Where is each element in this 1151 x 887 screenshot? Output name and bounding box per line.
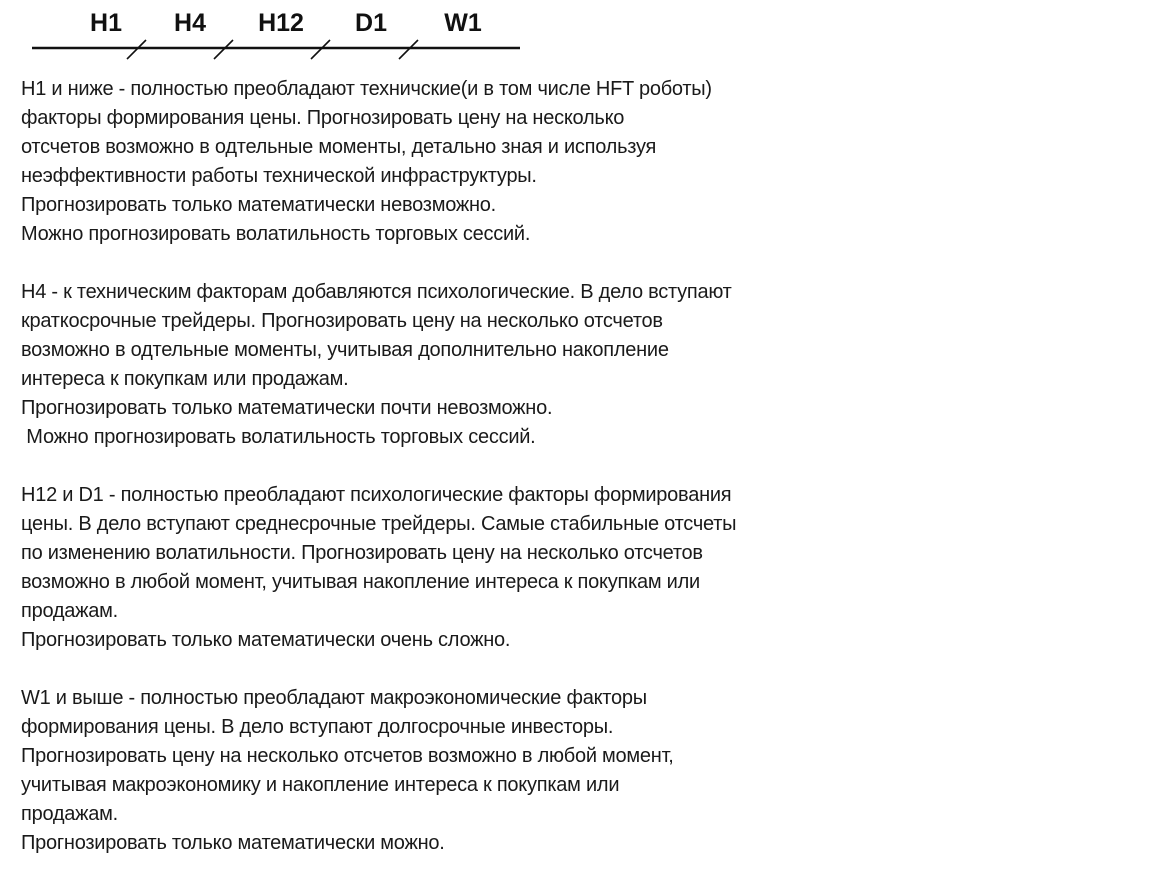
text-line: краткосрочные трейдеры. Прогнозировать цену на несколько отсчетов (21, 310, 663, 332)
text-line: Прогнозировать только математически невозможно. (21, 194, 496, 216)
separator-tick-h1-h4 (127, 40, 146, 59)
timeframe-label-h12: H12 (258, 9, 304, 37)
description-text (21, 75, 781, 887)
separator-tick-h4-h12 (214, 40, 233, 59)
paragraph-h1 (21, 75, 781, 249)
text-line: формирования цены. В дело вступают долгосрочные инвесторы. (21, 716, 614, 738)
text-line: H4 - к техническим факторам добавляются психологические. В дело вступают (21, 281, 732, 303)
text-line: продажам. (21, 803, 118, 825)
text-line: факторы формирования цены. Прогнозировать цену на несколько (21, 107, 625, 129)
timeframe-label-w1: W1 (444, 9, 482, 37)
text-line: неэффективности работы технической инфраструктуры. (21, 165, 537, 187)
paragraph-h4 (21, 278, 781, 452)
text-line: продажам. (21, 600, 118, 622)
paragraph-h12-d1 (21, 481, 781, 655)
text-line: возможно в любой момент, учитывая накопление интереса к покупкам или (21, 571, 700, 593)
text-line: W1 и выше - полностью преобладают макроэкономические факторы (21, 687, 647, 709)
timeframe-label-h1: H1 (90, 9, 122, 37)
text-line: H1 и ниже - полностью преобладают техничские(и в том числе HFT роботы) (21, 78, 712, 100)
text-line: возможно в одтельные моменты, учитывая дополнительно накопление (21, 339, 669, 361)
text-line: H12 и D1 - полностью преобладают психологические факторы формирования (21, 484, 732, 506)
separator-tick-h12-d1 (311, 40, 330, 59)
paragraph-w1 (21, 684, 781, 858)
text-line: цены. В дело вступают среднесрочные трейдеры. Самые стабильные отсчеты (21, 513, 737, 535)
text-line: учитывая макроэкономику и накопление интереса к покупкам или (21, 774, 620, 796)
timeframe-timeline (0, 0, 560, 70)
text-line: интереса к покупкам или продажам. (21, 368, 349, 390)
timeframe-label-d1: D1 (355, 9, 387, 37)
text-line: Прогнозировать только математически очень сложно. (21, 629, 511, 651)
text-line: Прогнозировать только математически почти невозможно. (21, 397, 553, 419)
text-line: по изменению волатильности. Прогнозировать цену на несколько отсчетов (21, 542, 703, 564)
text-line: Можно прогнозировать волатильность торговых сессий. (21, 223, 531, 245)
text-line: отсчетов возможно в одтельные моменты, детально зная и используя (21, 136, 657, 158)
text-line: Прогнозировать цену на несколько отсчетов возможно в любой момент, (21, 745, 674, 767)
text-line: Прогнозировать только математически можно. (21, 832, 445, 854)
text-line: Можно прогнозировать волатильность торговых сессий. (21, 426, 536, 448)
timeframe-label-h4: H4 (174, 9, 206, 37)
separator-tick-d1-w1 (399, 40, 418, 59)
